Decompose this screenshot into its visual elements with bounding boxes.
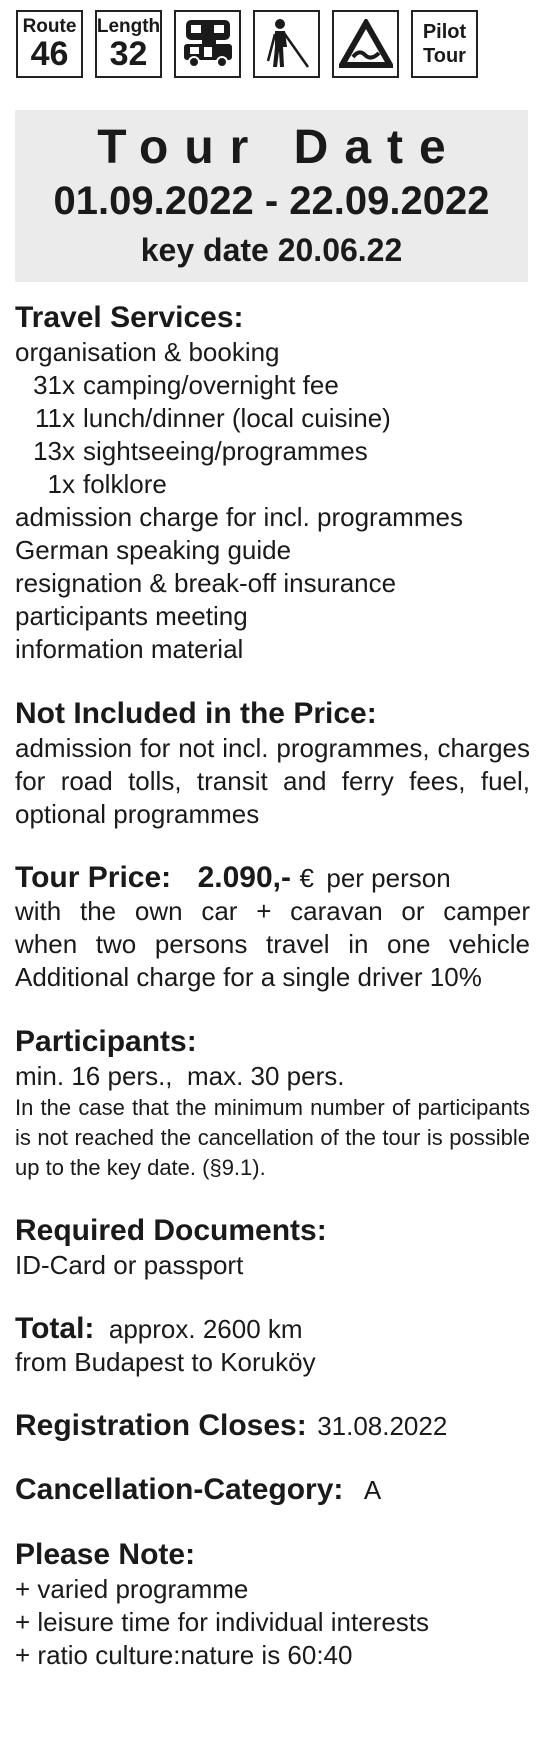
- note-item: + varied programme: [15, 1574, 249, 1604]
- length-label: Length: [96, 16, 161, 37]
- travel-services-heading: Travel Services:: [15, 301, 244, 334]
- service-qty: 11x: [35, 403, 75, 433]
- tour-price-amount: 2.090,-: [197, 861, 291, 894]
- documents-text: ID-Card or passport: [15, 1250, 244, 1280]
- service-item: [15, 402, 530, 435]
- note-section: [15, 1537, 530, 1672]
- service-item: participants meeting: [15, 601, 248, 631]
- tour-price-label: Tour Price:: [15, 861, 172, 894]
- service-text: folklore: [83, 469, 167, 499]
- cancellation-value: A: [363, 1475, 382, 1505]
- service-item: [15, 468, 530, 501]
- note-heading: Please Note:: [15, 1538, 196, 1571]
- route-value: 46: [30, 35, 69, 73]
- key-date: key date 20.06.22: [140, 232, 403, 268]
- warning-icon: [339, 19, 393, 69]
- registration-label: Registration Closes:: [15, 1409, 307, 1442]
- length-value: 32: [109, 35, 148, 73]
- warning-badge: [332, 10, 399, 78]
- tour-price-line2: when two persons travel in one vehicle: [15, 929, 530, 959]
- travel-services-section: [15, 300, 530, 666]
- cancellation-section: [15, 1473, 530, 1507]
- hiker-icon: [262, 17, 312, 71]
- registration-section: [15, 1409, 530, 1443]
- length-badge: [95, 10, 162, 78]
- note-item: + leisure time for individual interests: [15, 1607, 430, 1637]
- not-included-text: admission for not incl. programmes, charges for road tolls, transit and ferry fees, fuel, optional programmes: [15, 733, 530, 829]
- service-qty: 1x: [47, 469, 75, 499]
- pilot-badge: [411, 10, 478, 78]
- note-item: + ratio culture:nature is 60:40: [15, 1640, 353, 1670]
- tour-price-currency: €: [299, 863, 314, 893]
- tour-date-box: [15, 110, 528, 282]
- service-qty: 31x: [33, 370, 75, 400]
- camper-badge: [174, 10, 241, 78]
- content: [15, 300, 530, 1702]
- total-route: from Budapest to Koruköy: [15, 1347, 316, 1377]
- total-distance: approx. 2600 km: [108, 1314, 303, 1344]
- service-item: [15, 435, 530, 468]
- total-label: Total:: [15, 1312, 95, 1345]
- tour-price-per: per person: [326, 863, 451, 893]
- service-text: sightseeing/programmes: [83, 436, 368, 466]
- total-line: [15, 1312, 530, 1346]
- service-item: information material: [15, 634, 244, 664]
- camper-icon: [182, 17, 234, 71]
- tour-date-heading: Tour Date: [97, 121, 462, 174]
- badge-row: [16, 10, 478, 78]
- route-label: Route: [22, 16, 77, 37]
- cancellation-label: Cancellation-Category:: [15, 1473, 344, 1506]
- service-item: admission charge for incl. programmes: [15, 502, 463, 532]
- service-item: German speaking guide: [15, 535, 292, 565]
- not-included-section: [15, 696, 530, 831]
- registration-date: 31.08.2022: [317, 1411, 448, 1441]
- participants-note: In the case that the minimum number of participants is not reached the cancellation of the tour is possible up to the key date. (§9.1).: [15, 1095, 530, 1180]
- documents-section: [15, 1213, 530, 1282]
- tour-price-line3: Additional charge for a single driver 10%: [15, 962, 482, 992]
- pilot-line1: Pilot: [422, 21, 467, 43]
- participants-minmax: min. 16 pers., max. 30 pers.: [15, 1061, 345, 1091]
- service-text: camping/overnight fee: [83, 370, 339, 400]
- service-qty: 13x: [33, 436, 75, 466]
- participants-heading: Participants:: [15, 1025, 197, 1058]
- documents-heading: Required Documents:: [15, 1214, 327, 1247]
- participants-section: [15, 1024, 530, 1183]
- tour-price-line1: with the own car + caravan or camper: [15, 896, 530, 926]
- total-section: [15, 1312, 530, 1379]
- hiker-badge: [253, 10, 320, 78]
- service-text: lunch/dinner (local cuisine): [83, 403, 391, 433]
- not-included-heading: Not Included in the Price:: [15, 697, 377, 730]
- service-item: resignation & break-off insurance: [15, 568, 397, 598]
- service-item: organisation & booking: [15, 337, 280, 367]
- route-badge: [16, 10, 83, 78]
- tour-price-section: [15, 861, 530, 994]
- tour-price-line: [15, 861, 530, 895]
- service-item: [15, 369, 530, 402]
- pilot-line2: Tour: [423, 45, 466, 67]
- tour-date-range: 01.09.2022 - 22.09.2022: [53, 179, 490, 223]
